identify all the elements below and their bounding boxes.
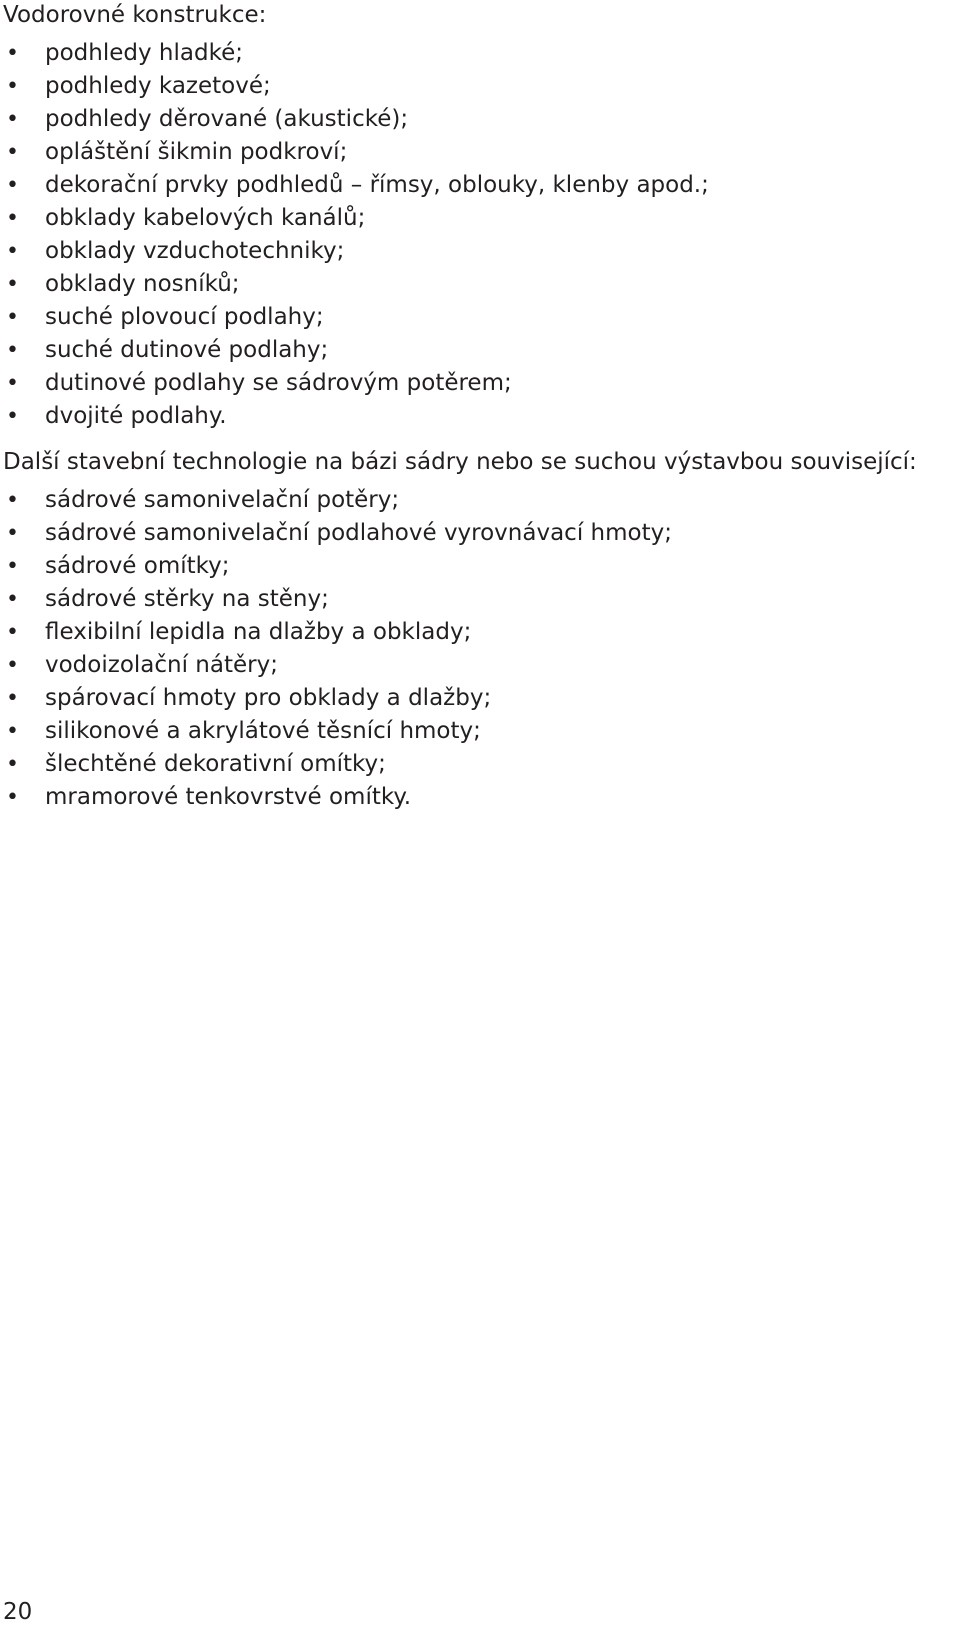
bullet-icon: • [6,404,19,429]
list-item [0,202,709,235]
list-item [0,400,709,433]
list-item-text: opláštění šikmin podkroví; [45,139,348,165]
list-item [0,169,709,202]
bullet-icon: • [6,239,19,264]
list-item [0,682,672,715]
list-item-text: šlechtěné dekorativní omítky; [45,751,386,777]
bullet-icon: • [6,41,19,66]
bullet-icon: • [6,653,19,678]
list-item-text: sádrové omítky; [45,553,230,579]
list-item-text: silikonové a akrylátové těsnící hmoty; [45,718,481,744]
section-heading-other-technologies: Další stavební technologie na bázi sádry nebo se suchou výstavbou související: [3,449,917,475]
section-heading-horizontal-structures: Vodorovné konstrukce: [3,2,267,28]
other-technologies-list [0,484,672,814]
bullet-icon: • [6,752,19,777]
list-item-text: dekorační prvky podhledů – římsy, oblouky, klenby apod.; [45,172,709,198]
bullet-icon: • [6,74,19,99]
bullet-icon: • [6,305,19,330]
bullet-icon: • [6,521,19,546]
bullet-icon: • [6,272,19,297]
list-item [0,616,672,649]
list-item [0,136,709,169]
list-item-text: dvojité podlahy. [45,403,227,429]
list-item-text: sádrové stěrky na stěny; [45,586,329,612]
bullet-icon: • [6,587,19,612]
list-item-text: obklady vzduchotechniky; [45,238,345,264]
list-item-text: suché dutinové podlahy; [45,337,329,363]
list-item [0,235,709,268]
list-item-text: suché plovoucí podlahy; [45,304,324,330]
bullet-icon: • [6,140,19,165]
list-item-text: obklady kabelových kanálů; [45,205,366,231]
list-item-text: spárovací hmoty pro obklady a dlažby; [45,685,492,711]
list-item-text: podhledy děrované (akustické); [45,106,409,132]
horizontal-structures-list [0,37,709,433]
list-item [0,301,709,334]
bullet-icon: • [6,206,19,231]
page-number: 20 [3,1599,33,1625]
list-item-text: obklady nosníků; [45,271,240,297]
list-item-text: dutinové podlahy se sádrovým potěrem; [45,370,512,396]
list-item [0,550,672,583]
list-item [0,268,709,301]
list-item [0,748,672,781]
bullet-icon: • [6,338,19,363]
list-item-text: sádrové samonivelační podlahové vyrovnávací hmoty; [45,520,672,546]
list-item [0,37,709,70]
list-item [0,484,672,517]
bullet-icon: • [6,107,19,132]
list-item [0,517,672,550]
list-item [0,583,672,616]
list-item [0,367,709,400]
bullet-icon: • [6,554,19,579]
list-item [0,715,672,748]
list-item-text: vodoizolační nátěry; [45,652,278,678]
list-item-text: podhledy kazetové; [45,73,271,99]
list-item [0,649,672,682]
bullet-icon: • [6,488,19,513]
list-item [0,70,709,103]
list-item [0,103,709,136]
bullet-icon: • [6,173,19,198]
bullet-icon: • [6,686,19,711]
list-item-text: podhledy hladké; [45,40,243,66]
list-item [0,781,672,814]
list-item [0,334,709,367]
bullet-icon: • [6,620,19,645]
list-item-text: flexibilní lepidla na dlažby a obklady; [45,619,472,645]
bullet-icon: • [6,719,19,744]
bullet-icon: • [6,371,19,396]
list-item-text: mramorové tenkovrstvé omítky. [45,784,412,810]
bullet-icon: • [6,785,19,810]
list-item-text: sádrové samonivelační potěry; [45,487,400,513]
